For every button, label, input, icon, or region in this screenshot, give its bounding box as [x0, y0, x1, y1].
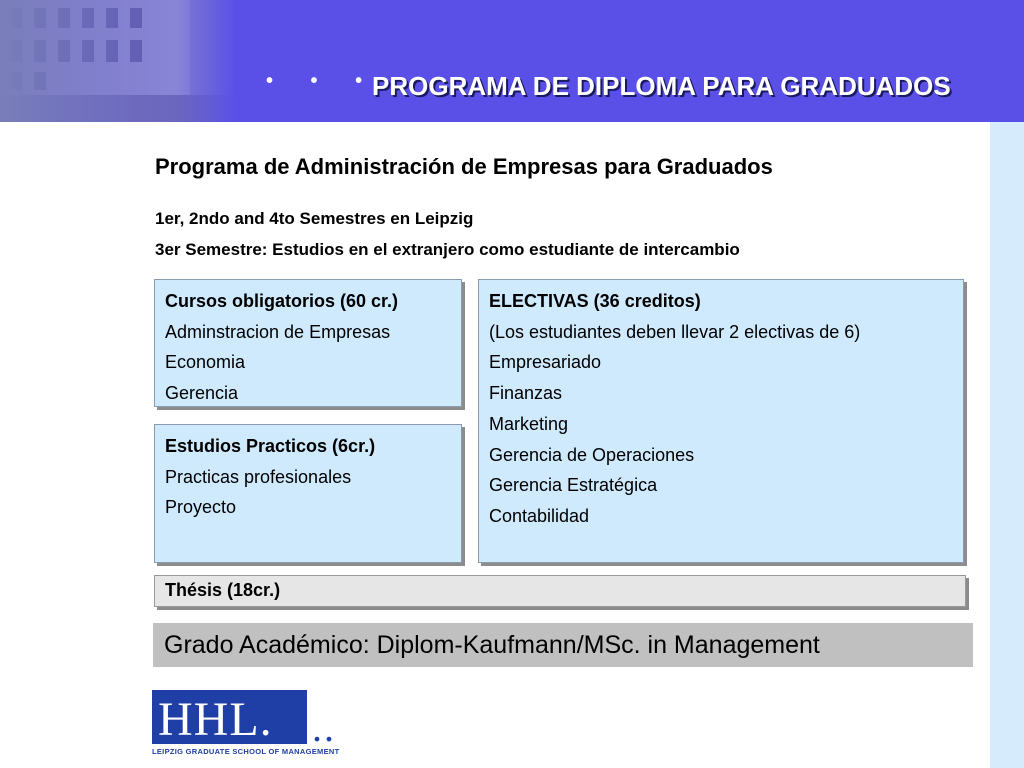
- semester-line-1: 1er, 2ndo and 4to Semestres en Leipzig: [155, 209, 474, 228]
- elective-item: Gerencia de Operaciones: [489, 444, 695, 465]
- elective-item: Marketing: [489, 413, 569, 434]
- elective-item: Contabilidad: [489, 505, 590, 526]
- program-subtitle: Programa de Administración de Empresas para Graduados: [155, 154, 773, 179]
- required-course-item: Gerencia: [165, 383, 239, 404]
- hhl-logo-subtitle: LEIPZIG GRADUATE SCHOOL OF MANAGEMENT: [152, 747, 340, 756]
- electives-note: (Los estudiantes deben llevar 2 electivas de 6): [489, 321, 861, 342]
- hhl-logo-text: HHL.: [158, 693, 273, 746]
- elective-item: Finanzas: [489, 383, 563, 404]
- hhl-logo-box: [152, 690, 307, 744]
- practical-item: Practicas profesionales: [165, 466, 352, 487]
- required-courses-heading: Cursos obligatorios (60 cr.): [165, 291, 399, 311]
- hhl-logo: [152, 690, 352, 760]
- electives-box: [478, 279, 964, 563]
- electives-heading: ELECTIVAS (36 creditos): [489, 291, 701, 311]
- building-photo: [0, 0, 235, 122]
- header-dots: • • •: [266, 70, 379, 92]
- practical-studies-heading: Estudios Practicos (6cr.): [165, 436, 376, 456]
- practical-studies-box: [154, 424, 462, 563]
- header-banner: [0, 0, 1024, 122]
- thesis-box: Thésis (18cr.): [154, 575, 966, 607]
- required-courses-box: [154, 279, 462, 407]
- elective-item: Gerencia Estratégica: [489, 475, 658, 496]
- degree-banner: Grado Académico: Diplom-Kaufmann/MSc. in Management: [153, 623, 973, 667]
- slide-title: PROGRAMA DE DIPLOMA PARA GRADUADOS: [372, 71, 951, 101]
- hhl-logo-dots: ..: [312, 705, 336, 750]
- semester-line-2: 3er Semestre: Estudios en el extranjero como estudiante de intercambio: [155, 240, 740, 259]
- right-side-bar: [990, 122, 1024, 768]
- elective-item: Empresariado: [489, 352, 602, 373]
- required-course-item: Economia: [165, 352, 246, 373]
- required-course-item: Adminstracion de Empresas: [165, 321, 391, 342]
- practical-item: Proyecto: [165, 497, 237, 518]
